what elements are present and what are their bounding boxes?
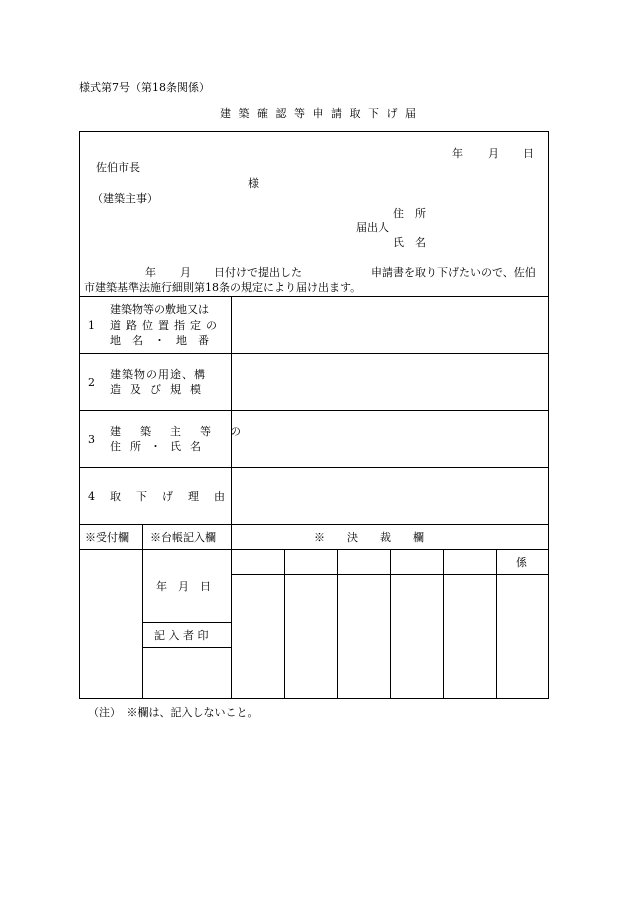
page-title: 建 築 確 認 等 申 請 取 下 げ 届: [220, 107, 418, 120]
divider: [284, 549, 285, 699]
form-number: 様式第7号（第18条関係）: [79, 81, 210, 94]
notifier-label: 届出人: [356, 221, 389, 234]
item-2-number: 2: [88, 376, 95, 389]
note: （注） ※欄は、記入しないこと。: [88, 706, 259, 719]
statement-text-1: 申請書を取り下げたいので、佐伯: [371, 266, 536, 279]
statement-year: 年: [145, 266, 156, 279]
date-month: 月: [488, 147, 499, 160]
entrant-label: 記 入 者 印: [154, 629, 209, 642]
item-1-line-1: 建築物等の敷地又は: [110, 303, 209, 316]
divider: [142, 524, 143, 699]
divider: [390, 549, 391, 699]
statement-text-2: 市建築基準法施行細則第18条の規定により届け出ます。: [84, 281, 362, 294]
item-1-number: 1: [88, 319, 95, 332]
item-1-line-2: 道路位置指定の: [110, 319, 222, 332]
divider: [79, 410, 549, 411]
divider: [142, 647, 231, 648]
item-1-line-3: 地 名 ・ 地 番: [110, 334, 209, 347]
name-label: 氏 名: [393, 236, 426, 249]
item-3-line-2: 住所・氏名: [110, 440, 210, 453]
staff-label: 係: [516, 556, 527, 569]
item-4-number: 4: [88, 490, 95, 503]
date-label: 年 月 日: [156, 580, 211, 593]
address-label: 住 所: [393, 207, 426, 220]
item-3-number: 3: [88, 433, 95, 446]
statement-month: 月: [180, 266, 191, 279]
reception-header: ※受付欄: [85, 531, 129, 544]
divider: [496, 549, 497, 699]
decision-header: ※ 決 裁 欄: [314, 531, 424, 544]
divider: [142, 622, 231, 623]
statement-day-text: 日付けで提出した: [214, 266, 302, 279]
addressee: 佐伯市長: [96, 161, 140, 174]
honorific: 様: [248, 177, 259, 190]
divider: [79, 467, 549, 468]
divider: [79, 549, 549, 550]
divider: [79, 524, 549, 525]
form-frame: [79, 131, 549, 699]
item-2-line-2: 造及び規模: [110, 383, 210, 396]
date-day: 日: [523, 147, 534, 160]
divider: [231, 524, 232, 699]
divider: [337, 549, 338, 699]
date-year: 年: [452, 147, 463, 160]
ledger-header: ※台帳記入欄: [150, 531, 216, 544]
divider: [79, 296, 549, 297]
item-2-line-1: 建築物の用途、構: [110, 368, 206, 381]
divider: [79, 353, 549, 354]
item-3-line-1: 建築主等の: [110, 425, 260, 438]
divider: [443, 549, 444, 699]
item-4-line-1: 取下げ理由: [110, 490, 240, 503]
applicant-role: （建築主事）: [92, 192, 158, 205]
divider: [231, 574, 549, 575]
